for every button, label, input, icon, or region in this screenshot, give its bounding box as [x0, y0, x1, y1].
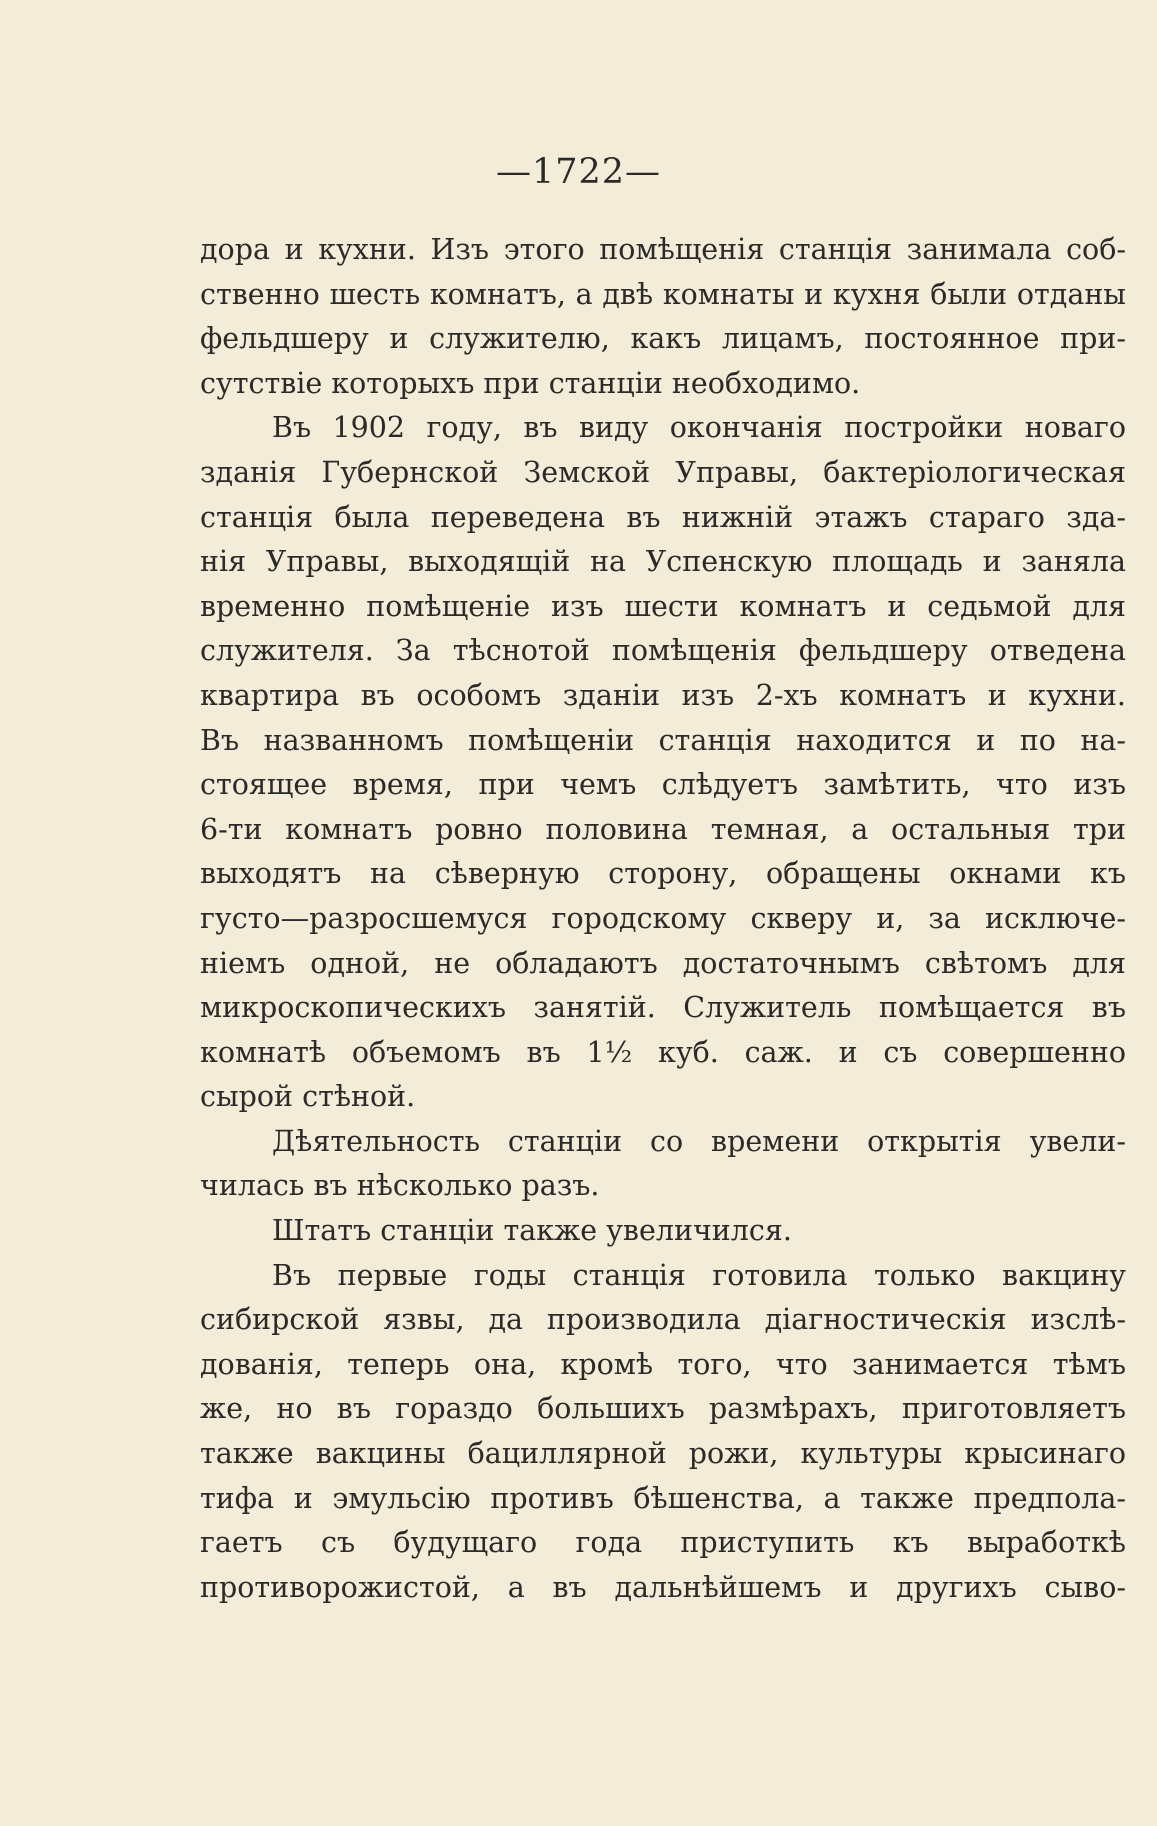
text-line: Въ 1902 году, въ виду окончанія постройки новаго	[272, 411, 1126, 445]
text-line: дора и кухни. Изъ этого помѣщенія станція занимала соб-	[200, 233, 1126, 266]
text-line: комнатѣ объемомъ въ 1½ куб. саж. и съ совершенно	[200, 1035, 1126, 1069]
text-line: станція была переведена въ нижній этажъ стараго зда-	[200, 500, 1126, 534]
text-line: выходятъ на сѣверную сторону, обращены окнами къ	[200, 857, 1126, 891]
text-line: Въ названномъ помѣщеніи станція находится и по на-	[200, 723, 1126, 757]
body-text	[200, 228, 1126, 1610]
text-line: чилась въ нѣсколько разъ.	[200, 1169, 600, 1203]
text-line: сырой стѣной.	[200, 1080, 416, 1114]
text-line: Дѣятельность станціи со времени открытія увели-	[272, 1124, 1126, 1158]
text-line: нія Управы, выходящій на Успенскую площадь и заняла	[200, 545, 1126, 579]
text-line: стоящее время, при чемъ слѣдуетъ замѣтить, что изъ	[200, 768, 1126, 802]
text-line: Въ первые годы станція готовила только вакцину	[272, 1258, 1126, 1292]
text-line: временно помѣщеніе изъ шести комнатъ и седьмой для	[200, 589, 1126, 623]
text-line: служителя. За тѣснотой помѣщенія фельдшеру отведена	[200, 634, 1126, 668]
text-line: противорожистой, а въ дальнѣйшемъ и другихъ сыво-	[200, 1570, 1126, 1604]
text-line: Штатъ станціи также увеличился.	[272, 1214, 792, 1248]
text-line: микроскопическихъ занятій. Служитель помѣщается въ	[200, 991, 1126, 1025]
text-line: тифа и эмульсію противъ бѣшенства, а также предпола-	[200, 1481, 1126, 1515]
text-line: ніемъ одной, не обладаютъ достаточнымъ свѣтомъ для	[200, 946, 1126, 980]
text-line: гаетъ съ будущаго года приступить къ выработкѣ	[200, 1526, 1126, 1560]
text-line: также вакцины бациллярной рожи, культуры крысинаго	[200, 1437, 1126, 1471]
text-line: зданія Губернской Земской Управы, бактеріологическая	[200, 455, 1126, 489]
text-line: сибирской язвы, да производила діагностическія изслѣ-	[200, 1303, 1126, 1337]
text-line: густо—разросшемуся городскому скверу и, за исключе-	[200, 901, 1126, 935]
page-number: —1722—	[495, 152, 662, 192]
text-line: ственно шесть комнатъ, а двѣ комнаты и кухня были отданы	[200, 277, 1126, 311]
text-line: 6-ти комнатъ ровно половина темная, а остальныя три	[200, 812, 1126, 846]
text-line: фельдшеру и служителю, какъ лицамъ, постоянное при-	[200, 322, 1126, 356]
text-line: сутствіе которыхъ при станціи необходимо.	[200, 366, 861, 400]
text-line: дованія, теперь она, кромѣ того, что занимается тѣмъ	[200, 1347, 1126, 1381]
text-line: же, но въ гораздо большихъ размѣрахъ, приготовляетъ	[200, 1392, 1126, 1426]
text-line: квартира въ особомъ зданіи изъ 2-хъ комнатъ и кухни.	[200, 678, 1126, 712]
